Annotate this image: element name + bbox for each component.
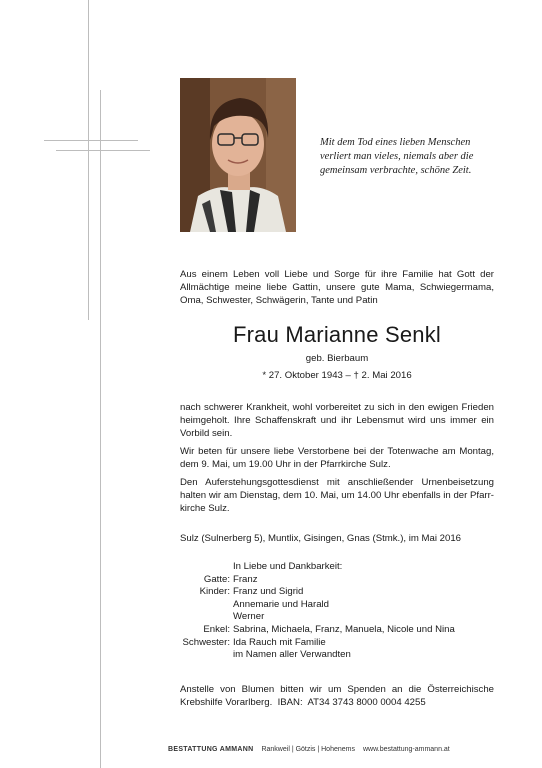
family-row: [180, 637, 494, 650]
family-role: [180, 611, 233, 624]
family-role: Schwester:: [182, 636, 230, 648]
family-role: [180, 599, 233, 612]
paragraph-line: kirche Sulz.: [180, 503, 230, 514]
service-paragraph: [180, 476, 494, 515]
paragraph-line: heimgeholt. Ihre Schaffenskraft und ihr Lebensmut wird uns immer ein: [180, 415, 494, 426]
intro-line: Aus einem Leben voll Liebe und Sorge für ihre Familie hat Gott der: [180, 269, 494, 280]
deceased-name: Frau Marianne Senkl: [232, 322, 441, 347]
family-members: Franz und Sigrid: [233, 586, 304, 598]
intro-line: Allmächtige meine liebe Gattin, unsere gute Mama, Schwiegermama,: [180, 282, 494, 293]
family-role: Enkel:: [203, 623, 230, 635]
intro-line: Oma, Schwester, Schwägerin, Tante und Patin: [180, 295, 378, 306]
family-list: [180, 561, 494, 662]
family-members: im Namen aller Verwandten: [233, 649, 351, 661]
donation-paragraph: [180, 683, 494, 709]
family-row: [180, 574, 494, 587]
family-role: [180, 649, 233, 662]
paragraph-line: halten wir am Dienstag, dem 10. Mai, um 14.00 Uhr ebenfalls in der Pfarr-: [180, 490, 494, 501]
life-dates: * 27. Oktober 1943 – † 2. Mai 2016: [262, 370, 412, 381]
donation-line: Krebshilfe Vorarlberg. IBAN: AT34 3743 8000 0004 4255: [180, 697, 426, 708]
portrait-photo: [180, 78, 296, 232]
family-members: Annemarie und Harald: [233, 598, 329, 610]
family-members: Ida Rauch mit Familie: [233, 636, 326, 648]
family-heading: In Liebe und Dankbarkeit:: [233, 561, 343, 572]
place-date-line: Sulz (Sulnerberg 5), Muntlix, Gisingen, Gnas (Stmk.), im Mai 2016: [180, 533, 461, 544]
family-row: [180, 624, 494, 637]
memorial-quote: [320, 136, 510, 178]
death-paragraph: [180, 401, 494, 440]
family-row: [180, 599, 494, 612]
paragraph-line: Wir beten für unsere liebe Verstorbene bei der Totenwache am Montag,: [180, 446, 494, 457]
funeral-home-website[interactable]: www.bestattung-ammann.at: [362, 746, 450, 753]
family-members: Franz: [233, 573, 258, 585]
quote-line: verliert man vieles, niemals aber die: [320, 151, 474, 162]
paragraph-line: Vorbild sein.: [180, 428, 233, 439]
intro-paragraph: [180, 268, 494, 307]
quote-line: gemeinsam verbrachte, schöne Zeit.: [320, 165, 472, 176]
family-members: Sabrina, Michaela, Franz, Manuela, Nicole und Nina: [233, 623, 455, 635]
family-row: [180, 649, 494, 662]
family-row: [180, 611, 494, 624]
family-members: Werner: [233, 611, 265, 623]
donation-line: Anstelle von Blumen bitten wir um Spenden an die Österreichische: [180, 684, 494, 695]
wake-paragraph: [180, 445, 494, 471]
funeral-home-name: BESTATTUNG AMMANN: [168, 746, 254, 753]
paragraph-line: Den Auferstehungsgottesdienst mit anschließender Urnenbeisetzung: [180, 477, 494, 488]
funeral-home-footer: [168, 746, 498, 753]
paragraph-line: dem 9. Mai, um 19.00 Uhr in der Pfarrkirche Sulz.: [180, 459, 391, 470]
quote-line: Mit dem Tod eines lieben Menschen: [320, 137, 471, 148]
family-role: Gatte:: [203, 573, 230, 585]
born-name: geb. Bierbaum: [305, 353, 369, 364]
funeral-home-locations: Rankweil | Götzis | Hohenems: [261, 746, 355, 753]
family-row: [180, 586, 494, 599]
paragraph-line: nach schwerer Krankheit, wohl vorbereitet zu sich in den ewigen Frieden: [180, 402, 494, 413]
family-role: Kinder:: [199, 586, 230, 598]
